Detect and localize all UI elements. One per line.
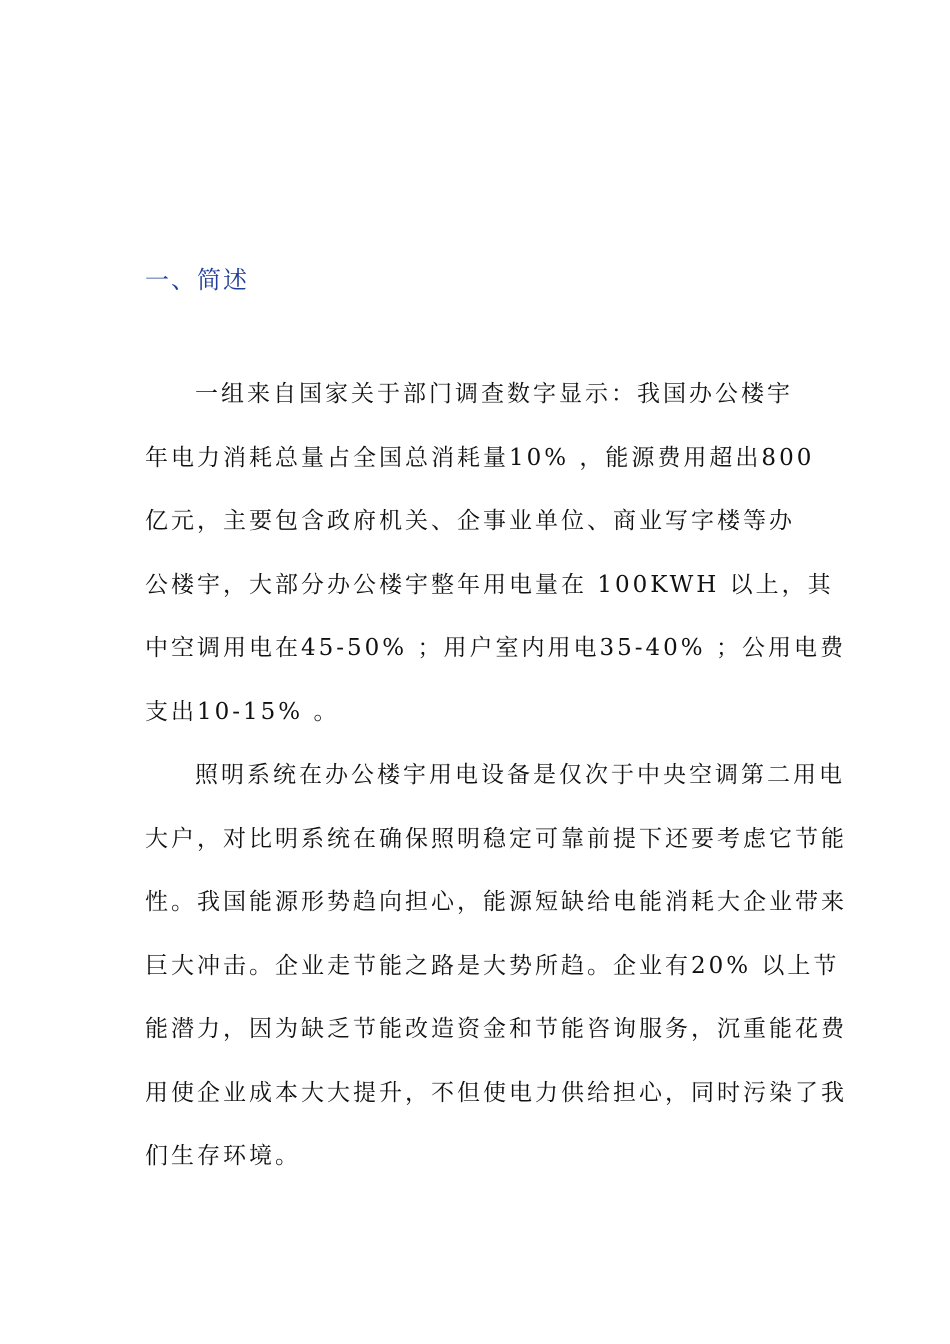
- paragraph-line: 公楼宇，大部分办公楼宇整年用电量在 100KWH 以上，其: [145, 571, 834, 598]
- paragraph-line: 照明系统在办公楼宇用电设备是仅次于中央空调第二用电: [195, 762, 845, 788]
- paragraph-line: 性。我国能源形势趋向担心，能源短缺给电能消耗大企业带来: [145, 889, 847, 915]
- paragraph-line: 支出10-15% 。: [145, 698, 340, 725]
- paragraph-line: 亿元，主要包含政府机关、企事业单位、商业写字楼等办: [145, 508, 795, 534]
- paragraph-1: [145, 376, 846, 757]
- paragraph-line: 大户，对比明系统在确保照明稳定可靠前提下还要考虑它节能: [145, 825, 847, 852]
- paragraph-line: 巨大冲击。企业走节能之路是大势所趋。企业有20% 以上节: [145, 952, 840, 979]
- paragraph-line: 一组来自国家关于部门调查数字显示：我国办公楼宇: [195, 381, 793, 407]
- document-page: [145, 262, 847, 1202]
- paragraph-line: 用使企业成本大大提升，不但使电力供给担心，同时污染了我: [145, 1079, 847, 1106]
- section-heading: 一、简述: [145, 266, 249, 294]
- paragraph-line: 们生存环境。: [145, 1143, 301, 1169]
- paragraph-line: 能潜力，因为缺乏节能改造资金和节能咨询服务，沉重能花费: [145, 1016, 847, 1042]
- paragraph-line: 年电力消耗总量占全国总消耗量10% ，能源费用超出800: [145, 444, 815, 471]
- paragraph-line: 中空调用电在45-50% ；用户室内用电35-40% ；公用电费: [145, 635, 846, 661]
- paragraph-2: [145, 757, 847, 1202]
